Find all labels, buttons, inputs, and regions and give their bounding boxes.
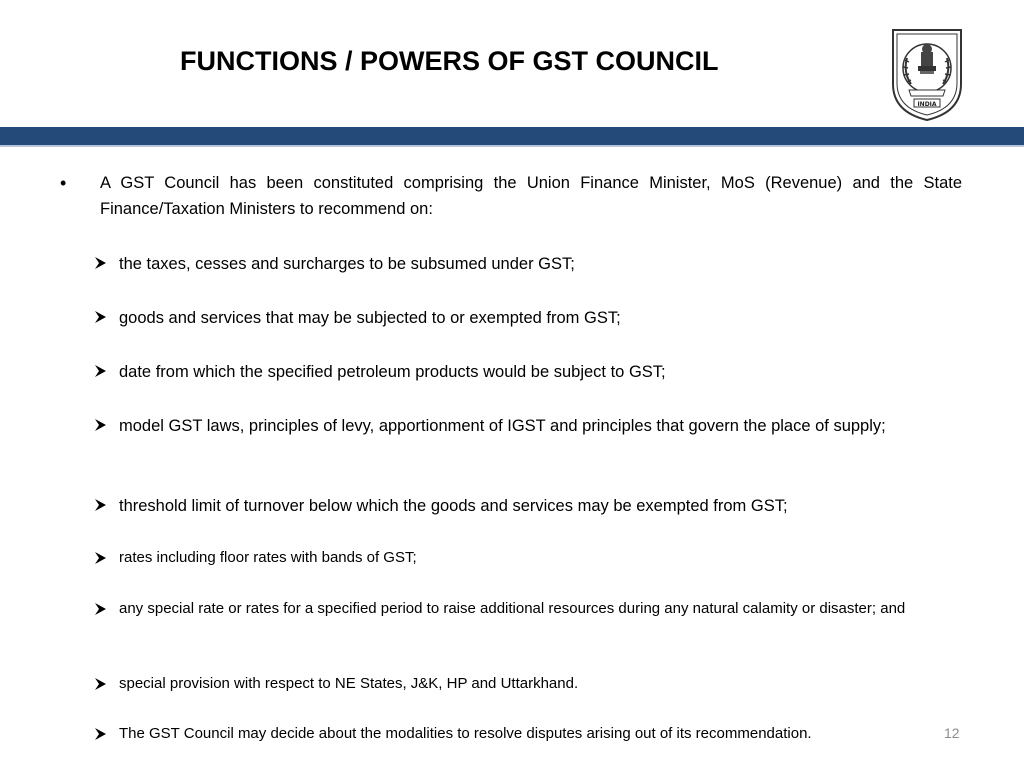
- list-item: [92, 493, 962, 519]
- list-item-text: special provision with respect to NE States, J&K, HP and Uttarkhand.: [119, 675, 579, 692]
- list-item-text: the taxes, cesses and surcharges to be subsumed under GST;: [119, 255, 575, 273]
- arrow-bullet-icon: [92, 305, 110, 331]
- header-bar: [0, 127, 1024, 145]
- list-item: [92, 672, 962, 696]
- arrow-bullet-icon: [92, 359, 110, 385]
- arrow-bullet-icon: [92, 413, 110, 439]
- page-number: 12: [944, 725, 960, 741]
- list-item: [92, 413, 962, 439]
- lead-text: A GST Council has been constituted comprising the Union Finance Minister, MoS (Revenue) and the State Finance/Taxation Ministers to recommend on:: [100, 174, 962, 218]
- list-item: [92, 546, 962, 570]
- emblem-label: INDIA: [917, 101, 937, 108]
- list-item: [92, 722, 962, 746]
- arrow-bullet-icon: [92, 251, 110, 277]
- list-item-text: date from which the specified petroleum products would be subject to GST;: [119, 363, 666, 381]
- arrow-bullet-icon: [92, 597, 110, 623]
- arrow-bullet-icon: [92, 672, 110, 698]
- list-item: [92, 359, 962, 385]
- list-item: [92, 251, 962, 277]
- list-item: [92, 305, 962, 331]
- list-item-text: threshold limit of turnover below which the goods and services may be exempted from GST;: [119, 497, 788, 515]
- list-item-text: any special rate or rates for a specified period to raise additional resources during any natural calamity or disaster; and: [119, 600, 906, 617]
- list-item: [92, 597, 962, 621]
- bullet-marker: •: [60, 173, 67, 193]
- lead-bullet-item: [60, 170, 962, 222]
- arrow-bullet-icon: [92, 722, 110, 748]
- arrow-bullet-icon: [92, 493, 110, 519]
- list-item-text: rates including floor rates with bands of GST;: [119, 549, 417, 566]
- header-bar-underline: [0, 145, 1024, 147]
- slide-title: FUNCTIONS / POWERS OF GST COUNCIL: [180, 46, 719, 76]
- list-item-text: model GST laws, principles of levy, apportionment of IGST and principles that govern the place of supply;: [119, 417, 886, 435]
- emblem-icon: [887, 24, 967, 124]
- arrow-bullet-icon: [92, 546, 110, 572]
- list-item-text: The GST Council may decide about the modalities to resolve disputes arising out of its recommendation.: [119, 725, 812, 742]
- list-item-text: goods and services that may be subjected to or exempted from GST;: [119, 309, 621, 327]
